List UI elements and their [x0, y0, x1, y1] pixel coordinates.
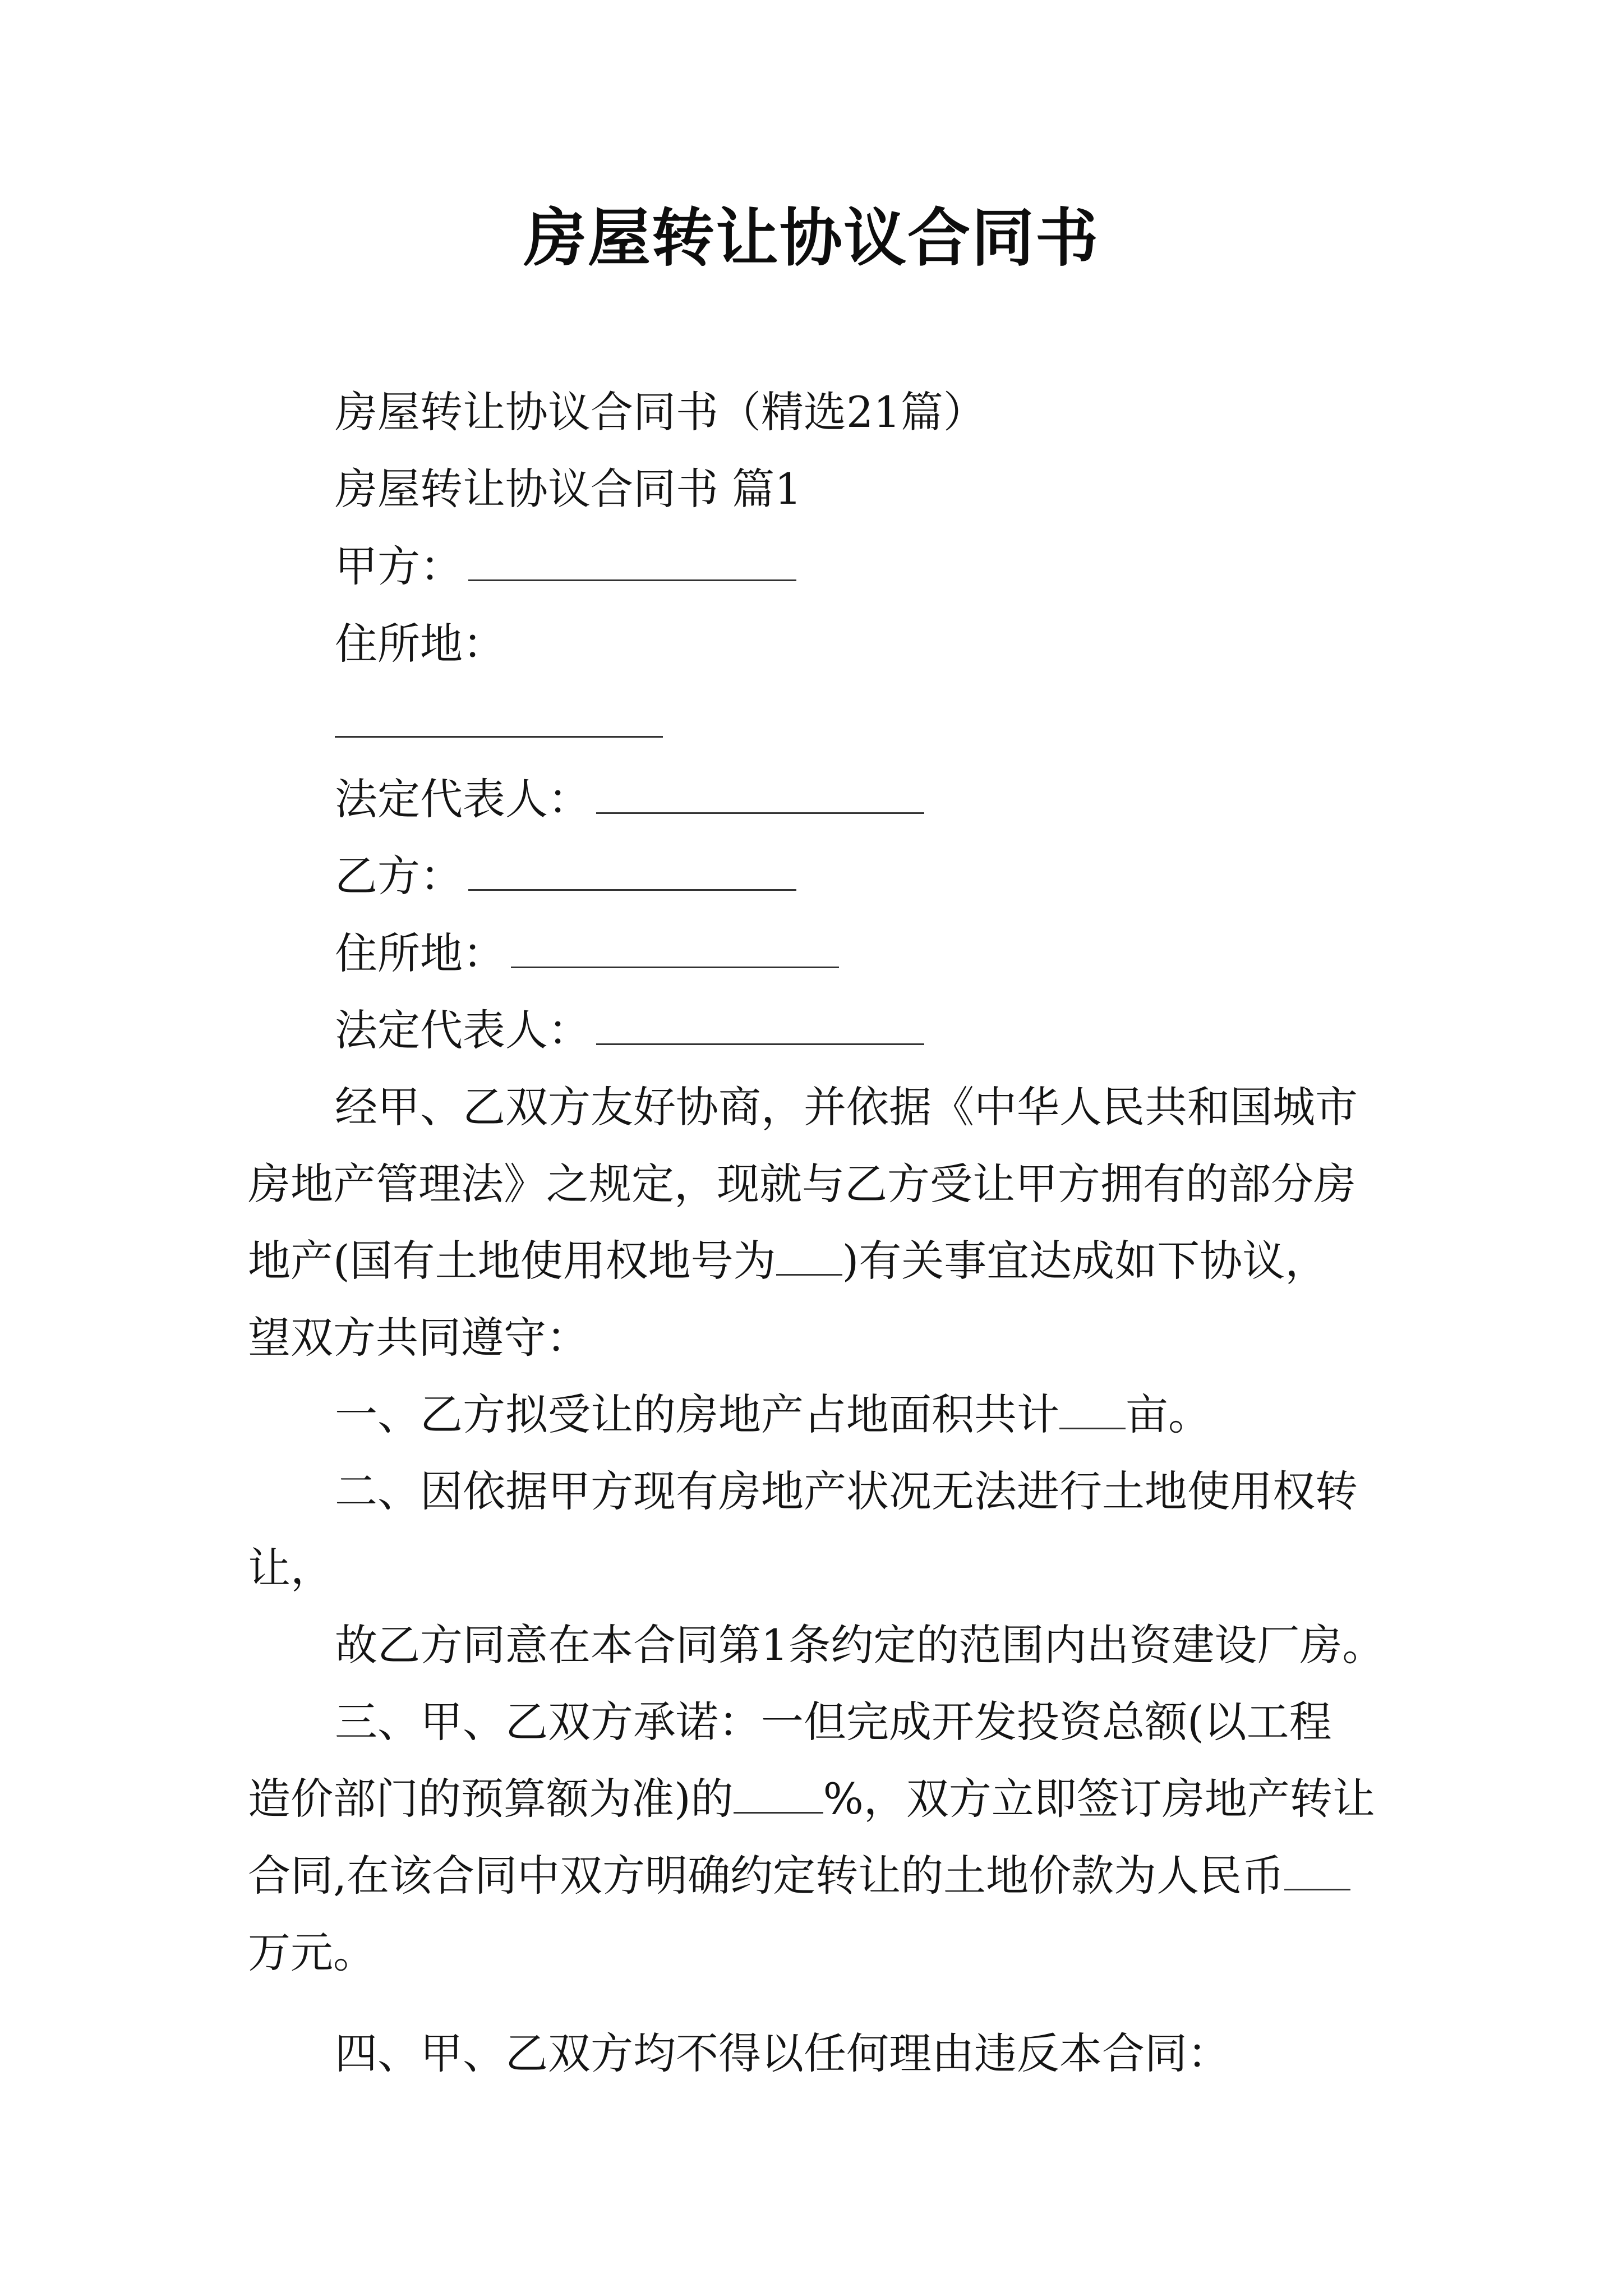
- clause-3-line-3-text: 合同,在该合同中双方明确约定转让的土地价款为人民币: [248, 1851, 1285, 1901]
- party-b-address-blank: [511, 926, 839, 968]
- percent-blank: [734, 1772, 823, 1814]
- party-a-rep-label: 法定代表人：: [335, 774, 591, 824]
- intro-line-4: 望双方共同遵守：: [248, 1313, 589, 1363]
- clause-1: [335, 1387, 1211, 1443]
- clause-3-line-2: [248, 1771, 1375, 1827]
- clause-3-line-3: [248, 1848, 1350, 1904]
- party-a-label: 甲方：: [335, 541, 463, 591]
- land-number-blank: [776, 1234, 842, 1276]
- intro-line-1: 经甲、乙双方友好协商，并依据《中华人民共和国城市: [335, 1082, 1358, 1132]
- party-b-blank: [468, 849, 796, 891]
- clause-1-end: 亩。: [1126, 1389, 1211, 1439]
- clause-3-line-2-start: 造价部门的预算额为准)的: [248, 1774, 734, 1824]
- price-blank: [1284, 1848, 1350, 1890]
- intro-line-2: 房地产管理法》之规定，现就与乙方受让甲方拥有的部分房: [248, 1159, 1356, 1209]
- intro-line-3-start: 地产(国有土地使用权地号为: [248, 1236, 776, 1286]
- party-a-address-label: 住所地：: [335, 619, 505, 669]
- clause-4: 四、甲、乙双方均不得以任何理由违反本合同：: [335, 2028, 1230, 2078]
- section-heading: 房屋转让协议合同书 篇1: [335, 464, 802, 514]
- party-a-address-blank: [335, 736, 663, 738]
- party-a-rep-blank: [596, 772, 924, 814]
- clause-2-line-3: 故乙方同意在本合同第1条约定的范围内出资建设厂房。: [335, 1620, 1385, 1670]
- document-subtitle: 房屋转让协议合同书（精选21篇）: [335, 387, 986, 437]
- party-b-address-label: 住所地：: [335, 928, 505, 978]
- party-b-rep-line: [335, 1002, 924, 1059]
- party-b-label: 乙方：: [335, 851, 463, 901]
- clause-2-line-1: 二、因依据甲方现有房地产状况无法进行土地使用权转: [335, 1466, 1358, 1516]
- clause-2-line-2: 让，: [248, 1543, 333, 1593]
- party-a-blank: [468, 539, 796, 581]
- party-b-rep-label: 法定代表人：: [335, 1005, 591, 1055]
- clause-1-start: 一、乙方拟受让的房地产占地面积共计: [335, 1389, 1059, 1439]
- document-title: 房屋转让协议合同书: [524, 201, 1099, 275]
- party-b-line: [335, 848, 796, 904]
- party-b-address-line: [335, 926, 839, 982]
- party-a-rep-line: [335, 771, 924, 827]
- clause-3-line-2-end: %，双方立即签订房地产转让: [823, 1774, 1375, 1824]
- area-blank: [1059, 1387, 1126, 1429]
- intro-line-3: [248, 1233, 1327, 1289]
- intro-line-3-end: )有关事宜达成如下协议，: [842, 1236, 1328, 1286]
- clause-3-line-1: 三、甲、乙双方承诺：一但完成开发投资总额(以工程: [335, 1697, 1332, 1747]
- clause-3-line-4: 万元。: [248, 1927, 376, 1977]
- party-b-rep-blank: [596, 1003, 924, 1045]
- party-a-line: [335, 539, 796, 595]
